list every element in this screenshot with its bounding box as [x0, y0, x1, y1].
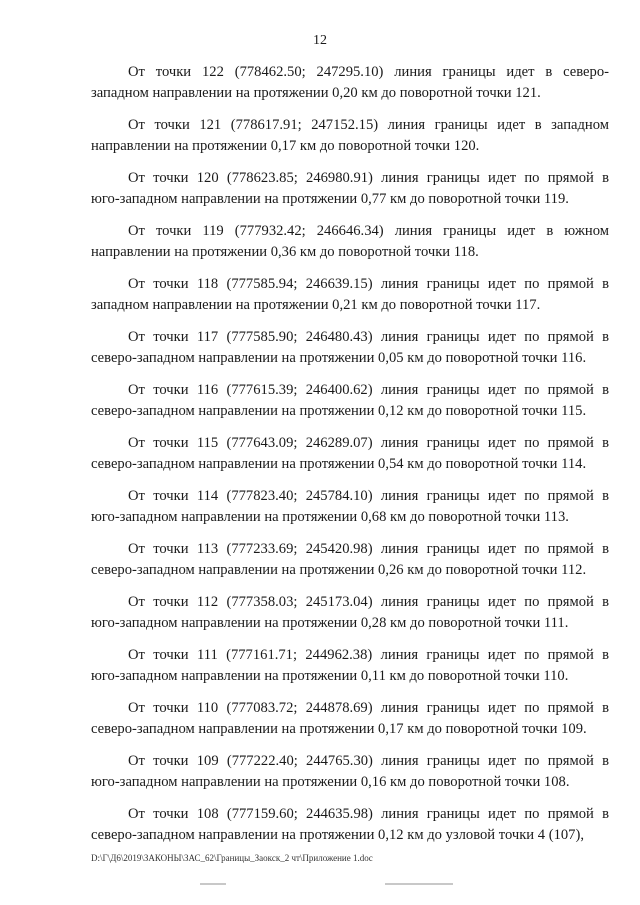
paragraph-continuation: западном направлении на протяжении 0,21 км до поворотной точки 117.	[91, 296, 541, 313]
paragraph-first-line: От точки 118 (777585.94; 246639.15) линия границы идет по прямой в	[128, 275, 609, 292]
boundary-paragraph-118	[91, 274, 609, 316]
paragraph-continuation: юго-западном направлении на протяжении 0,28 км до поворотной точки 111.	[91, 614, 569, 631]
boundary-paragraph-113	[91, 539, 609, 581]
paragraph-first-line: От точки 122 (778462.50; 247295.10) линия границы идет в северо-	[128, 64, 609, 80]
boundary-paragraph-108	[91, 804, 609, 846]
paragraph-continuation: юго-западном направлении на протяжении 0,16 км до поворотной точки 108.	[91, 773, 570, 790]
boundary-paragraph-122	[91, 62, 609, 104]
paragraph-first-line: От точки 121 (778617.91; 247152.15) линия границы идет в западном	[128, 116, 609, 133]
paragraph-continuation: северо-западном направлении на протяжении 0,12 км до узловой точки 4 (107),	[91, 826, 584, 843]
boundary-paragraph-120	[91, 168, 609, 210]
paragraph-continuation: юго-западном направлении на протяжении 0,77 км до поворотной точки 119.	[91, 190, 569, 207]
boundary-paragraph-110	[91, 698, 609, 740]
boundary-paragraph-117	[91, 327, 609, 369]
paragraph-first-line: От точки 116 (777615.39; 246400.62) линия границы идет по прямой в	[128, 381, 609, 398]
boundary-paragraph-109	[91, 751, 609, 793]
document-body	[91, 62, 609, 857]
paragraph-continuation: северо-западном направлении на протяжении 0,26 км до поворотной точки 112.	[91, 561, 587, 578]
paragraph-continuation: северо-западном направлении на протяжении 0,54 км до поворотной точки 114.	[91, 455, 587, 472]
page-number: 12	[313, 33, 327, 48]
paragraph-continuation: юго-западном направлении на протяжении 0,68 км до поворотной точки 113.	[91, 508, 569, 525]
boundary-paragraph-115	[91, 433, 609, 475]
boundary-paragraph-114	[91, 486, 609, 528]
boundary-paragraph-112	[91, 592, 609, 634]
file-path-footer: D:\Г\Д6\2019\ЗАКОНЫ\ЗАС_62\Границы_Заокск_2 чт\Приложение 1.doc	[91, 853, 373, 863]
paragraph-first-line: От точки 115 (777643.09; 246289.07) линия границы идет по прямой в	[128, 434, 609, 451]
paragraph-continuation: северо-западном направлении на протяжении 0,05 км до поворотной точки 116.	[91, 349, 587, 366]
paragraph-first-line: От точки 117 (777585.90; 246480.43) линия границы идет по прямой в	[128, 328, 609, 345]
paragraph-first-line: От точки 114 (777823.40; 245784.10) линия границы идет по прямой в	[128, 487, 609, 504]
boundary-paragraph-111	[91, 645, 609, 687]
paragraph-first-line: От точки 112 (777358.03; 245173.04) линия границы идет по прямой в	[128, 593, 609, 610]
paragraph-continuation: северо-западном направлении на протяжении 0,17 км до поворотной точки 109.	[91, 720, 587, 737]
scan-artifact	[385, 883, 453, 885]
boundary-paragraph-121	[91, 115, 609, 157]
paragraph-first-line: От точки 119 (777932.42; 246646.34) линия границы идет в южном	[128, 222, 609, 239]
paragraph-first-line: От точки 120 (778623.85; 246980.91) линия границы идет по прямой в	[128, 169, 609, 186]
boundary-paragraph-116	[91, 380, 609, 422]
paragraph-continuation: северо-западном направлении на протяжении 0,12 км до поворотной точки 115.	[91, 402, 587, 419]
paragraph-first-line: От точки 111 (777161.71; 244962.38) линия границы идет по прямой в	[128, 646, 609, 663]
boundary-paragraph-119	[91, 221, 609, 263]
paragraph-continuation: западном направлении на протяжении 0,20 км до поворотной точки 121.	[91, 84, 541, 101]
paragraph-continuation: направлении на протяжении 0,36 км до поворотной точки 118.	[91, 243, 479, 260]
scan-artifact	[200, 883, 226, 885]
paragraph-continuation: юго-западном направлении на протяжении 0,11 км до поворотной точки 110.	[91, 667, 569, 684]
paragraph-continuation: направлении на протяжении 0,17 км до поворотной точки 120.	[91, 137, 480, 154]
paragraph-first-line: От точки 110 (777083.72; 244878.69) линия границы идет по прямой в	[128, 699, 609, 716]
paragraph-first-line: От точки 109 (777222.40; 244765.30) линия границы идет по прямой в	[128, 752, 609, 769]
paragraph-first-line: От точки 108 (777159.60; 244635.98) линия границы идет по прямой в	[128, 805, 609, 822]
paragraph-first-line: От точки 113 (777233.69; 245420.98) линия границы идет по прямой в	[128, 540, 609, 557]
